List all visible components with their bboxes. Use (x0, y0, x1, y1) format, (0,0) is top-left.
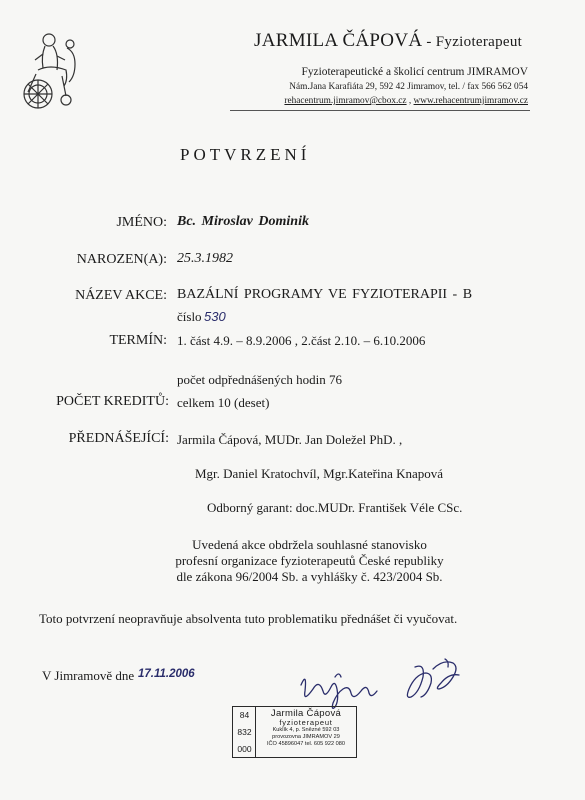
guarantor: Odborný garant: doc.MUDr. František Véle CSc. (207, 500, 463, 515)
lecturers-label: PŘEDNÁŠEJÍCÍ: (68, 431, 169, 446)
approval-line-3: dle zákona 96/2004 Sb. a vyhlášky č. 423/2004 Sb. (176, 569, 443, 584)
header-role: - Fyzioterapeut (422, 34, 523, 50)
stamp-code-1: 84 (239, 710, 250, 720)
lecturers-line-2: Mgr. Daniel Kratochvíl, Mgr.Kateřina Knapová (195, 466, 444, 481)
term-value: 1. část 4.9. – 8.9.2006 , 2.část 2.10. – 6.10.2006 (177, 333, 426, 348)
stamp-role: fyzioterapeut (279, 718, 333, 727)
stamp-name: Jarmila Čápová (270, 708, 342, 719)
email-link[interactable]: rehacentrum.jimramov@cbox.cz (284, 96, 407, 106)
name-value: Bc. Miroslav Dominik (177, 214, 309, 229)
stamp-line-1: Kuklík 4, p. Snězné 592 03 (272, 727, 340, 733)
stamp-code-3: 000 (237, 744, 252, 754)
place-date-label: V Jimramově dne (42, 668, 135, 683)
lecturers-line-1: Jarmila Čápová, MUDr. Jan Doležel PhD. , (177, 432, 403, 447)
header-center-name: Fyzioterapeutické a školicí centrum JIMRAMOV (301, 66, 528, 78)
approval-line-1: Uvedená akce obdržela souhlasné stanovisko (192, 537, 427, 552)
stamp (255, 706, 357, 758)
stamp-code-box (232, 706, 256, 758)
header-address: Nám.Jana Karafiáta 29, 592 42 Jimramov, tel. / fax 566 562 054 (289, 82, 528, 92)
stamp-line-2: provozovna JIMRAMOV 29 (272, 734, 340, 740)
wheelchair-logo-icon (20, 30, 82, 112)
handwritten-date: 17.11.2006 (138, 668, 195, 680)
header-name (254, 30, 522, 52)
header-contacts (235, 96, 528, 106)
header-name-text: JARMILA ČÁPOVÁ (254, 30, 423, 51)
event-value: BAZÁLNÍ PROGRAMY VE FYZIOTERAPII - B (177, 287, 473, 302)
hours-text: počet odpřednášených hodin 76 (177, 372, 342, 387)
credits-label: POČET KREDITŮ: (56, 394, 169, 409)
stamp-code-2: 832 (237, 727, 252, 737)
number-label: číslo (177, 309, 202, 324)
approval-line-2: profesní organizace fyzioterapeutů České republiky (175, 553, 444, 568)
born-value: 25.3.1982 (177, 251, 233, 266)
name-label: JMÉNO: (116, 215, 167, 230)
stamp-line-3: IČO 45896047 tel. 605 922 080 (266, 741, 346, 747)
term-label: TERMÍN: (109, 333, 167, 348)
header-divider (230, 110, 530, 111)
event-label: NÁZEV AKCE: (75, 288, 167, 303)
credits-value: celkem 10 (deset) (177, 395, 270, 410)
number-value: 530 (204, 309, 226, 324)
web-link[interactable]: www.rehacentrumjimramov.cz (413, 96, 528, 106)
born-label: NAROZEN(A): (76, 252, 167, 267)
disclaimer: Toto potvrzení neopravňuje absolventa tuto problematiku přednášet či vyučovat. (39, 611, 458, 626)
contact-separator: , (406, 96, 414, 106)
document-title: POTVRZENÍ (180, 145, 311, 164)
